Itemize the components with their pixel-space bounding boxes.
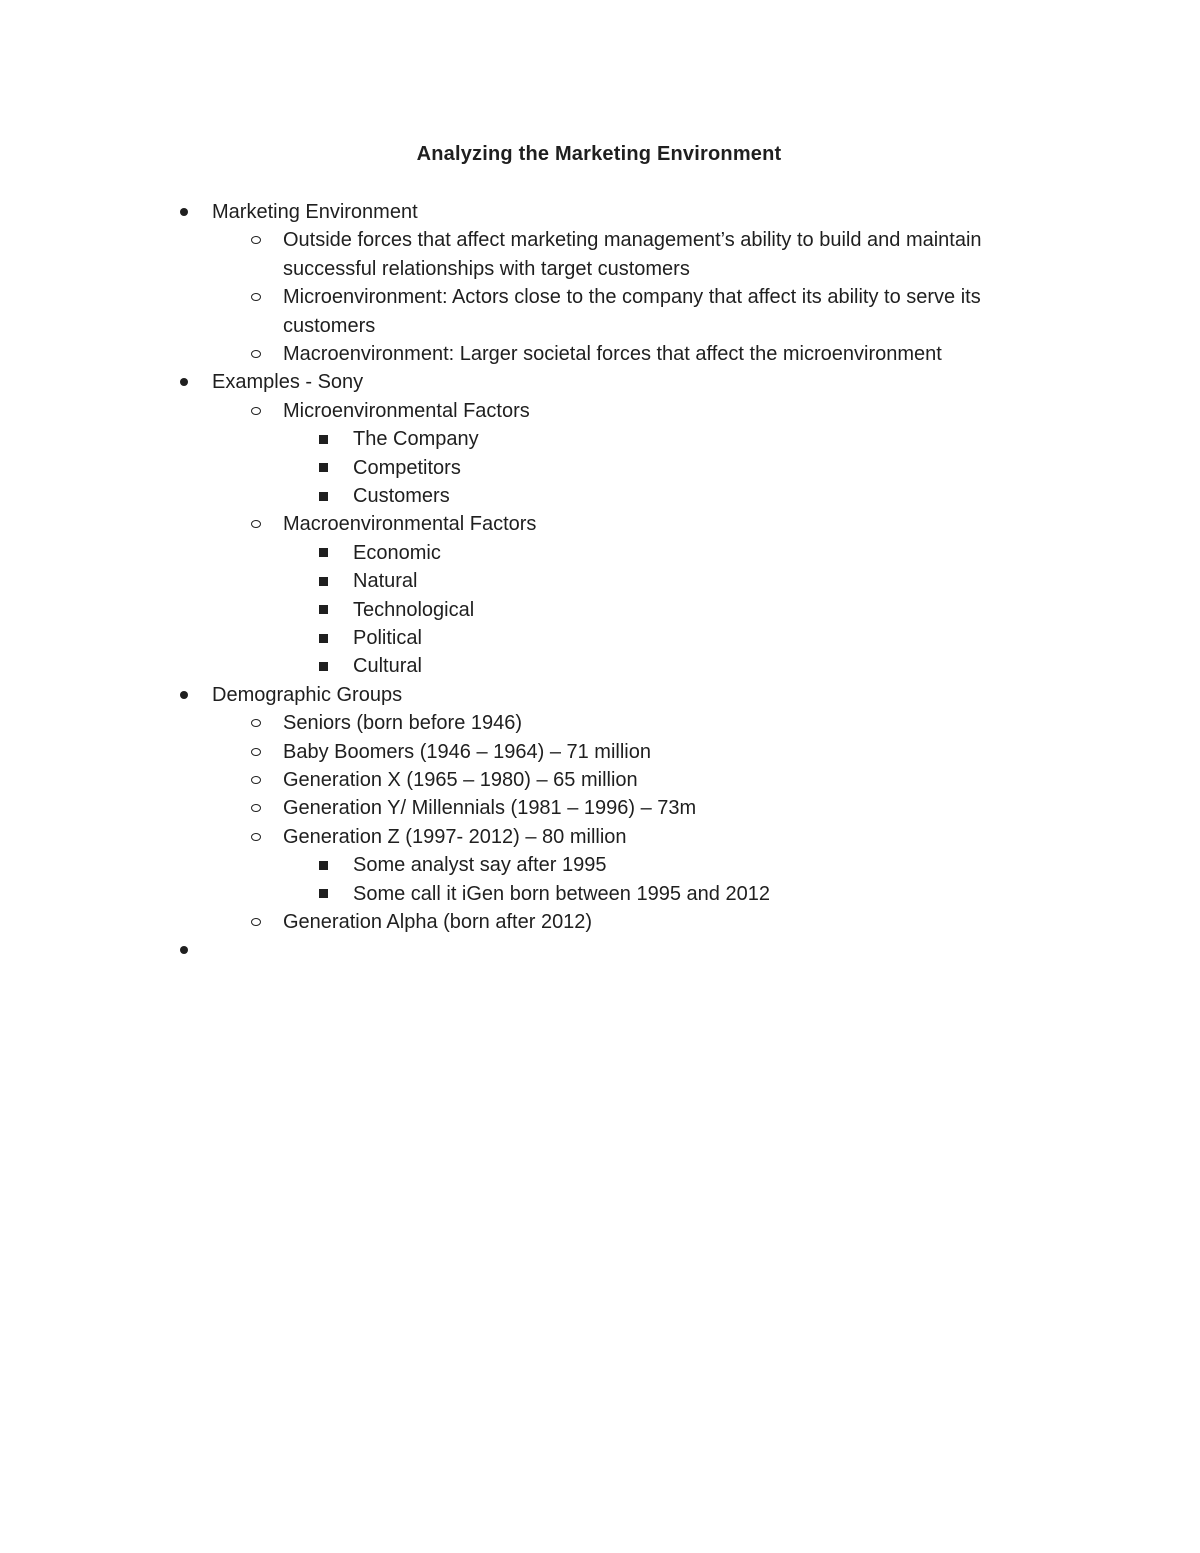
- list-item-level-3: Technological: [353, 598, 475, 621]
- filled-square-bullet-icon: [319, 634, 328, 643]
- hollow-circle-bullet-icon: [251, 236, 261, 244]
- filled-square-bullet-icon: [319, 577, 328, 586]
- hollow-circle-bullet-icon: [251, 804, 261, 812]
- list-item-level-2: Generation Y/ Millennials (1981 – 1996) – 73m: [283, 797, 697, 820]
- filled-circle-bullet-icon: [180, 378, 188, 386]
- list-item-level-1: Demographic Groups: [212, 683, 403, 706]
- filled-circle-bullet-icon: [180, 946, 188, 954]
- list-item-level-2: Baby Boomers (1946 – 1964) – 71 million: [283, 740, 651, 763]
- hollow-circle-bullet-icon: [251, 833, 261, 841]
- list-item-level-2: Microenvironmental Factors: [283, 399, 530, 422]
- filled-circle-bullet-icon: [180, 691, 188, 699]
- list-item-level-2: Generation X (1965 – 1980) – 65 million: [283, 769, 638, 791]
- list-item-level-3: Some analyst say after 1995: [353, 854, 607, 877]
- list-item-level-3: Cultural: [353, 655, 422, 678]
- list-item-level-2: customers: [283, 314, 376, 337]
- list-item-level-1: Marketing Environment: [212, 201, 418, 223]
- filled-square-bullet-icon: [319, 463, 328, 472]
- filled-square-bullet-icon: [319, 605, 328, 614]
- hollow-circle-bullet-icon: [251, 520, 261, 528]
- list-item-level-3: Natural: [353, 570, 418, 593]
- list-item-level-2: Macroenvironmental Factors: [283, 513, 537, 536]
- list-item-level-2: Outside forces that affect marketing management’s ability to build and maintain: [283, 229, 982, 252]
- list-item-level-3: Competitors: [353, 456, 461, 479]
- list-item-level-2: Generation Z (1997- 2012) – 80 million: [283, 825, 627, 848]
- hollow-circle-bullet-icon: [251, 748, 261, 756]
- list-item-level-3: Customers: [353, 485, 450, 507]
- list-item-level-2: Seniors (born before 1946): [283, 712, 523, 735]
- document-title: Analyzing the Marketing Environment: [416, 143, 782, 165]
- list-item-level-2: Microenvironment: Actors close to the company that affect its ability to serve its: [283, 286, 981, 309]
- list-item-level-3: Economic: [353, 541, 441, 564]
- filled-square-bullet-icon: [319, 662, 328, 671]
- filled-square-bullet-icon: [319, 492, 328, 501]
- list-item-level-2: successful relationships with target customers: [283, 257, 690, 280]
- list-item-level-1: Examples - Sony: [212, 371, 364, 394]
- filled-circle-bullet-icon: [180, 208, 188, 216]
- hollow-circle-bullet-icon: [251, 350, 261, 358]
- filled-square-bullet-icon: [319, 548, 328, 557]
- list-item-level-3: Some call it iGen born between 1995 and 2012: [353, 882, 770, 905]
- hollow-circle-bullet-icon: [251, 776, 261, 784]
- filled-square-bullet-icon: [319, 435, 328, 444]
- filled-square-bullet-icon: [319, 889, 328, 898]
- hollow-circle-bullet-icon: [251, 719, 261, 727]
- hollow-circle-bullet-icon: [251, 918, 261, 926]
- list-item-level-2: Generation Alpha (born after 2012): [283, 911, 593, 933]
- list-item-level-2: Macroenvironment: Larger societal forces that affect the microenvironment: [283, 343, 942, 365]
- list-item-level-3: Political: [353, 627, 422, 649]
- hollow-circle-bullet-icon: [251, 293, 261, 301]
- list-item-level-3: The Company: [353, 428, 479, 451]
- hollow-circle-bullet-icon: [251, 407, 261, 415]
- filled-square-bullet-icon: [319, 861, 328, 870]
